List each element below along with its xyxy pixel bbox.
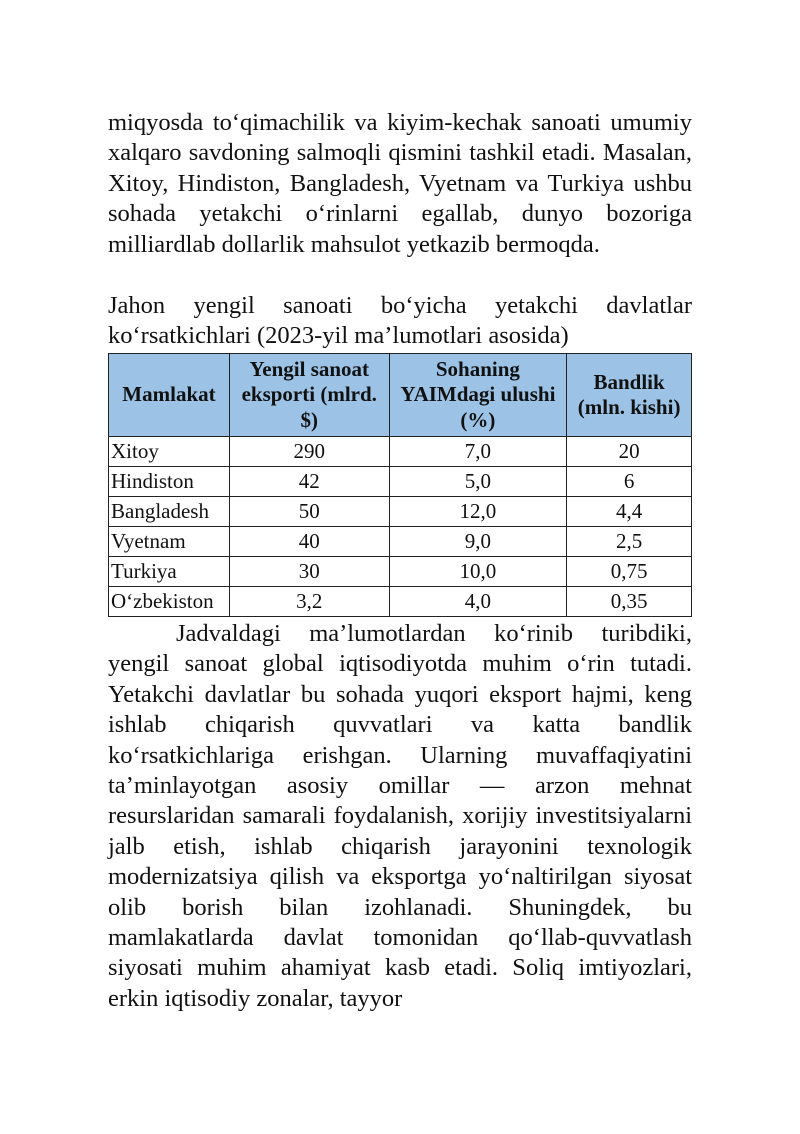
cell-gdp-share: 10,0 [389,557,567,587]
cell-employment: 0,35 [567,587,692,617]
cell-country: Bangladesh [109,497,230,527]
header-employment: Bandlik (mln. kishi) [567,354,692,437]
cell-gdp-share: 9,0 [389,527,567,557]
header-export: Yengil sanoat eksporti (mlrd. $) [229,354,389,437]
cell-employment: 2,5 [567,527,692,557]
cell-country: Vyetnam [109,527,230,557]
cell-country: Turkiya [109,557,230,587]
table-row [109,557,692,587]
table-row [109,527,692,557]
table-row [109,587,692,617]
cell-country: Hindiston [109,467,230,497]
paragraph-top: miqyosda to‘qimachilik va kiyim-kechak sanoati umumiy xalqaro savdoning salmoqli qismini tashkil etadi. Masalan, Xitoy, Hindiston, Bangladesh, Vyetnam va Turkiya ushbu sohada yetakchi o‘rinlarni egallab, dunyo bozoriga milliardlab dollarlik mahsulot yetkazib bermoqda. [108,109,692,258]
cell-export: 42 [229,467,389,497]
table-row [109,467,692,497]
cell-country: Xitoy [109,437,230,467]
data-table [108,353,692,617]
table-caption: Jahon yengil sanoati bo‘yicha yetakchi davlatlar ko‘rsatkichlari (2023-yil ma’lumotlari asosida) [108,292,692,350]
cell-employment: 4,4 [567,497,692,527]
table-row [109,437,692,467]
cell-export: 30 [229,557,389,587]
cell-employment: 6 [567,467,692,497]
table-row [109,497,692,527]
cell-export: 290 [229,437,389,467]
cell-country: O‘zbekiston [109,587,230,617]
paragraph-bottom: Jadvaldagi ma’lumotlardan ko‘rinib turibdiki, yengil sanoat global iqtisodiyotda muhim o‘rin tutadi. Yetakchi davlatlar bu sohada yuqori eksport hajmi, keng ishlab chiqarish quvvatlari va katta bandlik ko‘rsatkichlariga erishgan. Ularning muvaffaqiyatini ta’minlayotgan asosiy omillar — arzon mehnat resurslaridan samarali foydalanish, xorijiy investitsiyalarni jalb etish, ishlab chiqarish jarayonini texnologik modernizatsiya qilish va eksportga yo‘naltirilgan siyosat olib borish bilan izohlanadi. Shuningdek, bu mamlakatlarda davlat tomonidan qo‘llab-quvvatlash siyosati muhim ahamiyat kasb etadi. Soliq imtiyozlari, erkin iqtisodiy zonalar, tayyor [108,620,692,1012]
header-country: Mamlakat [109,354,230,437]
cell-employment: 20 [567,437,692,467]
cell-gdp-share: 5,0 [389,467,567,497]
header-gdp-share: Sohaning YAIMdagi ulushi (%) [389,354,567,437]
cell-export: 40 [229,527,389,557]
cell-employment: 0,75 [567,557,692,587]
cell-export: 50 [229,497,389,527]
cell-export: 3,2 [229,587,389,617]
cell-gdp-share: 12,0 [389,497,567,527]
cell-gdp-share: 4,0 [389,587,567,617]
cell-gdp-share: 7,0 [389,437,567,467]
table-header-row [109,354,692,437]
